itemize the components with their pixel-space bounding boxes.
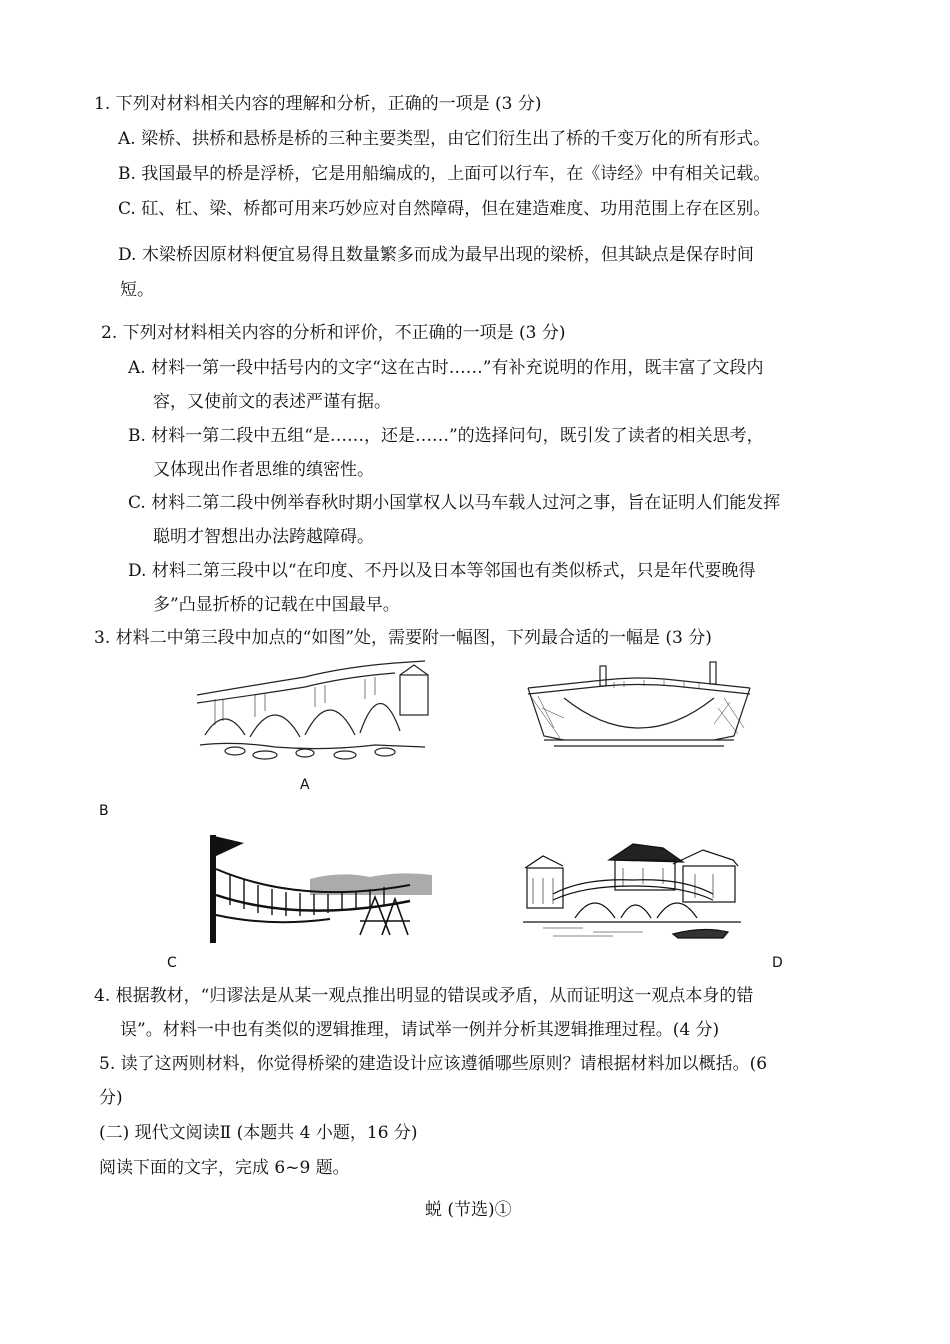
q4-line2: 误”。材料一中也有类似的逻辑推理，请试举一例并分析其逻辑推理过程。(4 分)	[120, 1020, 720, 1040]
figure-d-label: D	[772, 955, 783, 971]
q2-option-c-line2: 聪明才智想出办法跨越障碍。	[153, 527, 374, 547]
q2-option-b-line1: B. 材料一第二段中五组“是……，还是……”的选择问句，既引发了读者的相关思考，	[128, 426, 764, 446]
q1-stem: 1. 下列对材料相关内容的理解和分析，正确的一项是 (3 分)	[94, 94, 542, 114]
q1-option-b: B. 我国最早的桥是浮桥，它是用船编成的，上面可以行车，在《诗经》中有相关记载。	[118, 164, 771, 184]
section-heading: (二) 现代文阅读Ⅱ (本题共 4 小题，16 分)	[99, 1123, 418, 1143]
q5-line2: 分)	[99, 1088, 123, 1108]
figure-a-arch-bridge	[195, 655, 430, 767]
q2-option-b-line2: 又体现出作者思维的缜密性。	[153, 460, 374, 480]
figure-c-label: C	[167, 955, 177, 971]
q2-option-d-line2: 多”凸显折桥的记载在中国最早。	[153, 595, 400, 615]
q2-option-c-line1: C. 材料二第二段中例举春秋时期小国掌权人以马车载人过河之事，旨在证明人们能发挥	[128, 493, 781, 513]
figure-a-label: A	[300, 777, 310, 793]
q3-stem: 3. 材料二中第三段中加点的“如图”处，需要附一幅图，下列最合适的一幅是 (3 分)	[94, 628, 712, 648]
figure-b-label: B	[99, 803, 109, 819]
passage-title: 蜕 (节选)①	[425, 1200, 512, 1220]
q1-option-d-line1: D. 木梁桥因原材料便宜易得且数量繁多而成为最早出现的梁桥，但其缺点是保存时间	[118, 245, 754, 265]
q1-option-a: A. 梁桥、拱桥和悬桥是桥的三种主要类型，由它们衍生出了桥的千变万化的所有形式。	[118, 129, 771, 149]
q2-option-d-line1: D. 材料二第三段中以“在印度、不丹以及日本等邻国也有类似桥式，只是年代要晚得	[128, 561, 756, 581]
q5-line1: 5. 读了这两则材料，你觉得桥梁的建造设计应该遵循哪些原则？请根据材料加以概括。(6	[99, 1054, 768, 1074]
q2-stem: 2. 下列对材料相关内容的分析和评价，不正确的一项是 (3 分)	[101, 323, 566, 343]
figure-c-suspension-bridge	[210, 835, 432, 943]
figure-b-cantilever-bridge	[524, 658, 752, 758]
q2-option-a-line1: A. 材料一第一段中括号内的文字“这在古时……”有补充说明的作用，既丰富了文段内	[128, 358, 764, 378]
section-instruction: 阅读下面的文字，完成 6~9 题。	[99, 1158, 350, 1178]
figure-d-water-town-bridge	[523, 838, 741, 942]
q4-line1: 4. 根据教材，“归谬法是从某一观点推出明显的错误或矛盾，从而证明这一观点本身的错	[94, 986, 754, 1006]
q1-option-d-line2: 短。	[120, 280, 154, 300]
q2-option-a-line2: 容，又使前文的表述严谨有据。	[153, 392, 391, 412]
q1-option-c: C. 矼、杠、梁、桥都可用来巧妙应对自然障碍，但在建造难度、功用范围上存在区别。	[118, 199, 771, 219]
